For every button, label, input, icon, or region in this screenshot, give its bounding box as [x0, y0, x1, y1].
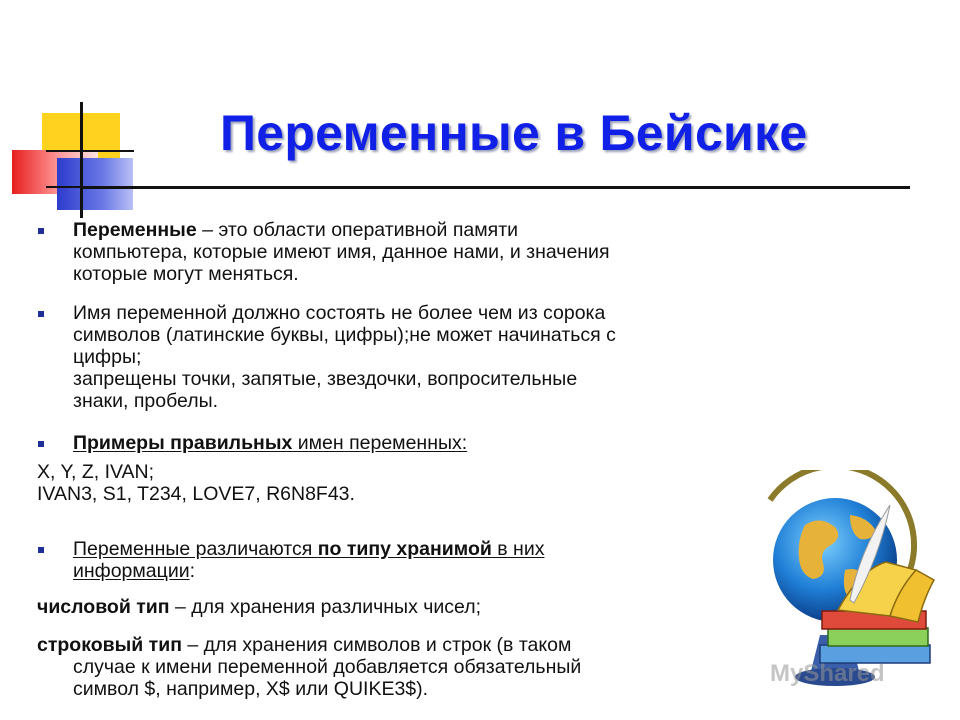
text-span: имен переменных: [292, 432, 468, 454]
text-line [37, 634, 581, 656]
bullet-marker [38, 311, 44, 317]
text-span: Переменные различаются [73, 538, 318, 560]
text-line: компьютера, которые имеют имя, данное нами, и значения [73, 241, 610, 263]
text-span: : [189, 560, 196, 582]
text-span: – для хранения различных чисел; [169, 596, 482, 618]
text-line [73, 219, 610, 241]
text-line [73, 432, 467, 454]
numeric-type-line [37, 596, 481, 618]
text-line: IVAN3, S1, T234, LOVE7, R6N8F43. [37, 483, 355, 505]
deco-blue-square [57, 158, 133, 210]
examples-list [37, 461, 355, 505]
text-line [73, 560, 544, 582]
term-bold: Переменные [73, 219, 197, 241]
bullet-marker [38, 228, 44, 234]
slide-title: Переменные в Бейсике [220, 105, 808, 161]
text-span: – это области оперативной памяти [196, 219, 519, 241]
deco-horizontal-line [46, 150, 134, 152]
text-line: цифры; [73, 346, 142, 368]
bullet-naming-rules [73, 302, 616, 412]
text-line: знаки, пробелы. [73, 390, 219, 412]
text-line: символов (латинские буквы, цифры);не может начинаться с [73, 324, 616, 346]
bullet-definition [73, 219, 610, 285]
text-line: X, Y, Z, IVAN; [37, 461, 155, 483]
term-bold: строковый тип [37, 634, 182, 656]
term-bold: Примеры правильных [73, 432, 293, 454]
bullet-marker [38, 547, 44, 553]
text-span: – для хранения символов и строк (в таком [182, 634, 572, 656]
text-line: символ $, например, X$ или QUIKE3$). [73, 678, 429, 700]
text-line: запрещены точки, запятые, звездочки, вопросительные [73, 368, 578, 390]
deco-vertical-line [80, 102, 83, 218]
watermark-text: MyShared [770, 660, 885, 687]
bullet-examples-heading [73, 432, 467, 454]
term-bold: числовой тип [37, 596, 170, 618]
text-span: информации [73, 560, 190, 582]
bullet-types-heading [73, 538, 544, 582]
bullet-marker [38, 441, 44, 447]
text-line: которые могут меняться. [73, 263, 299, 285]
title-underline-rule [80, 186, 910, 189]
text-line [73, 538, 544, 560]
text-line: случае к имени переменной добавляется обязательный [73, 656, 582, 678]
text-line [37, 596, 481, 618]
term-bold: по типу хранимой [317, 538, 492, 560]
text-span: в них [491, 538, 545, 560]
string-type-block [37, 634, 581, 700]
text-line: Имя переменной должно состоять не более чем из сорока [73, 302, 606, 324]
